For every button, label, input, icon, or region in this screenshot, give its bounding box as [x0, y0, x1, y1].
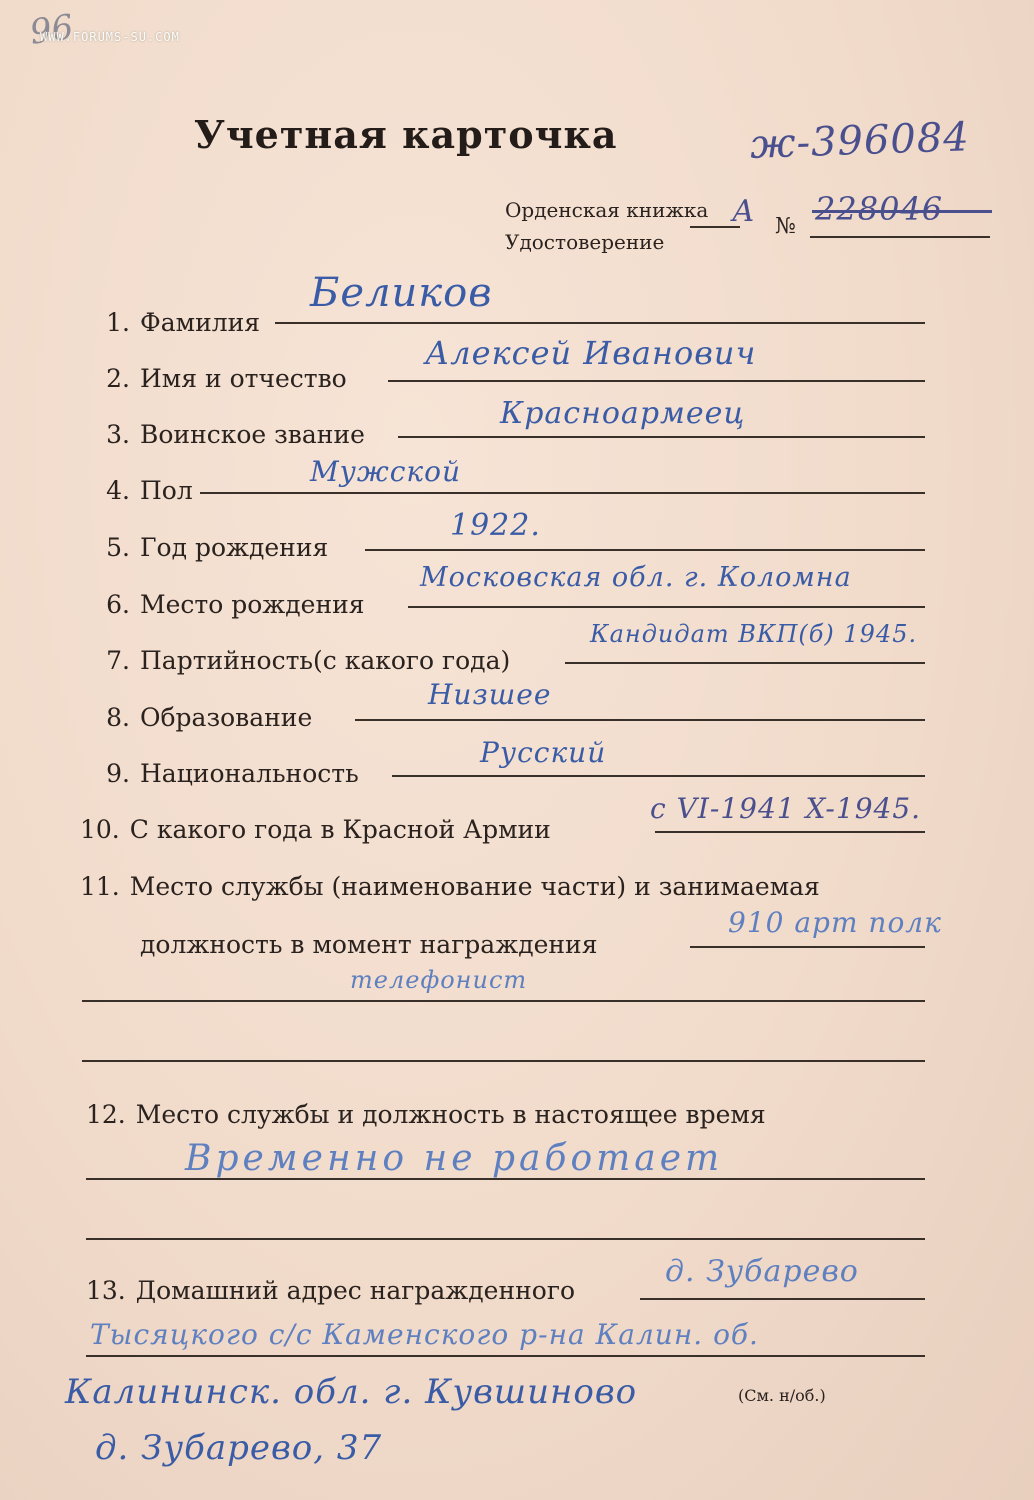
field-current-service-value: Временно не работает: [185, 1138, 724, 1179]
card-number: ж-396084: [749, 114, 971, 168]
field-address-label: 13. Домашний адрес награжденного: [86, 1276, 575, 1305]
field-surname-value: Беликов: [310, 270, 493, 316]
field-birth-year-value: 1922.: [450, 508, 541, 543]
old-number-strikethrough: [812, 210, 992, 213]
doc-type-letter: А: [732, 194, 756, 229]
field-party-label: 7. Партийность(с какого года): [106, 646, 511, 675]
field-army-since-line: [655, 831, 925, 833]
field-service-value1: 910 арт полк: [728, 906, 942, 939]
field-address-value1: д. Зубарево: [665, 1254, 859, 1289]
field-education-label: 8. Образование: [106, 703, 313, 732]
doc-type-underline: [690, 226, 740, 228]
field-army-since-value: с VI-1941 X-1945.: [650, 792, 922, 825]
field-address-line2: [86, 1355, 925, 1357]
field-nationality-label: 9. Национальность: [106, 759, 359, 788]
field-current-service-line2: [86, 1238, 925, 1240]
field-birthplace-value: Московская обл. г. Коломна: [420, 562, 852, 593]
doc-type-certificate: Удостоверение: [505, 230, 665, 254]
field-education-line: [355, 719, 925, 721]
field-education-value: Низшее: [428, 678, 552, 711]
field-surname-label: 1. Фамилия: [106, 308, 261, 337]
field-birthplace-line: [408, 606, 925, 608]
field-service-label-line2: должность в момент награждения: [140, 930, 598, 959]
field-service-line3: [82, 1060, 925, 1062]
field-address-line: [640, 1298, 925, 1300]
field-army-since-label: 10. С какого года в Красной Армии: [80, 815, 551, 844]
field-birth-year-line: [365, 549, 925, 551]
field-address-value2: Тысяцкого с/с Каменского р-на Калин. об.: [90, 1318, 759, 1351]
number-underline: [810, 236, 990, 238]
number-sign: №: [775, 214, 796, 239]
field-nationality-line: [392, 775, 925, 777]
field-sex-label: 4. Пол: [106, 476, 193, 505]
field-address-value3: Калининск. обл. г. Кувшиново: [65, 1372, 638, 1412]
field-address-value4: д. Зубарево, 37: [95, 1428, 383, 1468]
field-current-service-label: 12. Место службы и должность в настоящее время: [86, 1100, 766, 1129]
field-name-value: Алексей Иванович: [425, 334, 757, 372]
field-rank-label: 3. Воинское звание: [106, 420, 365, 449]
field-service-line2: [82, 1000, 925, 1002]
field-service-label-line1: 11. Место службы (наименование части) и занимаемая: [80, 872, 820, 901]
field-rank-line: [398, 436, 925, 438]
field-birthplace-label: 6. Место рождения: [106, 590, 365, 619]
field-name-line: [388, 380, 925, 382]
field-nationality-value: Русский: [480, 736, 607, 769]
see-reverse-note: (См. н/об.): [738, 1386, 826, 1405]
field-birth-year-label: 5. Год рождения: [106, 533, 329, 562]
old-number: 228046: [815, 190, 944, 228]
field-service-line1: [690, 946, 925, 948]
corner-handwritten-note: 96: [27, 7, 76, 53]
field-sex-line: [200, 492, 925, 494]
field-rank-value: Красноармеец: [500, 396, 746, 431]
watermark: WWW.FORUMS-SU.COM: [40, 30, 180, 44]
field-surname-line: [275, 322, 925, 324]
field-party-line: [565, 662, 925, 664]
field-name-label: 2. Имя и отчество: [106, 364, 347, 393]
field-sex-value: Мужской: [310, 455, 462, 488]
field-party-value: Кандидат ВКП(б) 1945.: [590, 620, 918, 648]
card-title: Учетная карточка: [194, 112, 618, 157]
doc-type-order-book: Орденская книжка: [505, 198, 709, 222]
field-current-service-line1: [86, 1178, 925, 1180]
field-service-value2: телефонист: [350, 966, 528, 994]
